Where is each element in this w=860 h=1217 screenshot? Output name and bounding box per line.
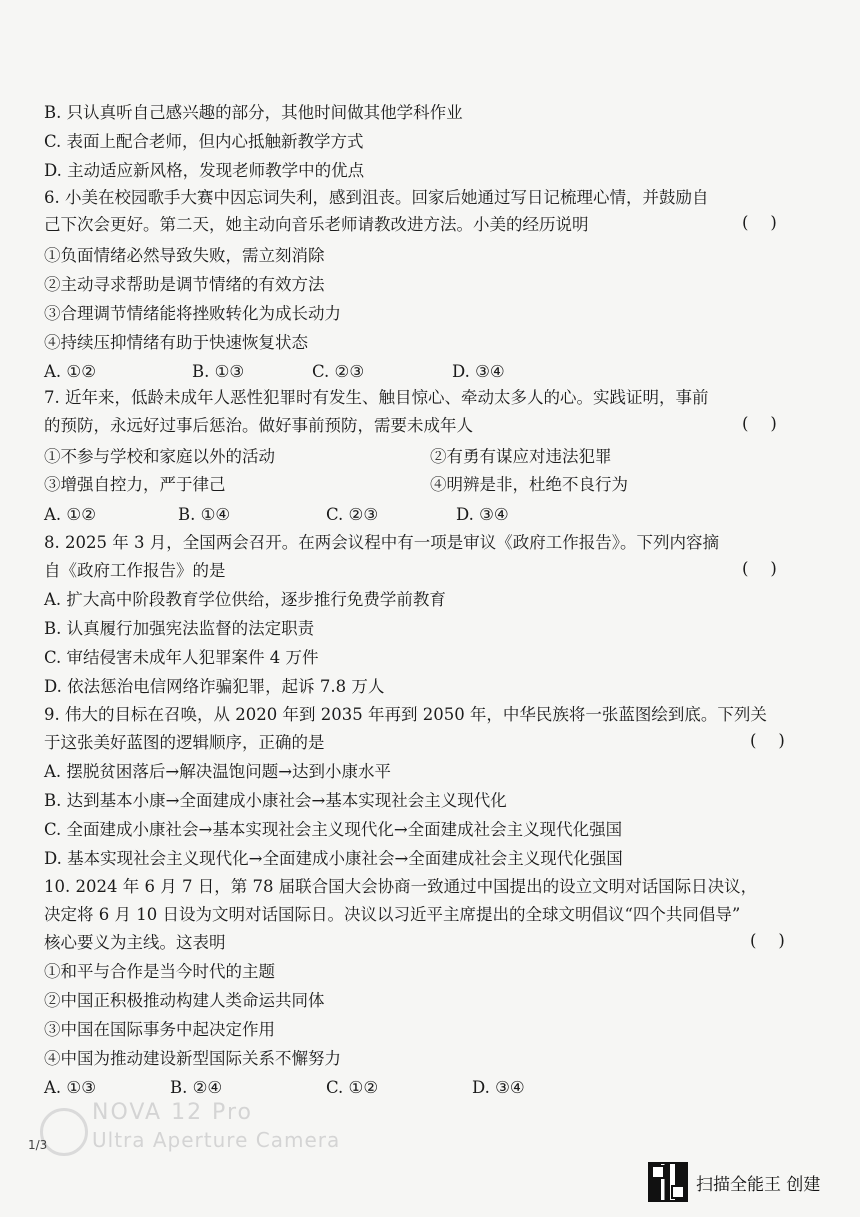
q8-stem-line1: 8. 2025 年 3 月，全国两会召开。在两会议程中有一项是审议《政府工作报告》。下列内容摘 bbox=[44, 533, 719, 552]
q6-statement-1: ①负面情绪必然导致失败，需立刻消除 bbox=[44, 246, 325, 265]
q10-statement-1: ①和平与合作是当今时代的主题 bbox=[44, 962, 275, 981]
q7-option-b: B. ①④ bbox=[178, 505, 231, 524]
q10-statement-4: ④中国为推动建设新型国际关系不懈努力 bbox=[44, 1049, 341, 1068]
q6-option-d: D. ③④ bbox=[452, 362, 505, 381]
q10-stem-line2: 决定将 6 月 10 日设为文明对话国际日。决议以习近平主席提出的全球文明倡议“四个共同倡导” bbox=[44, 905, 741, 924]
q8-stem-line2: 自《政府工作报告》的是 bbox=[44, 561, 226, 580]
q6-stem-line1: 6. 小美在校园歌手大赛中因忘词失利，感到沮丧。回家后她通过写日记梳理心情，并鼓励自 bbox=[44, 188, 709, 207]
q9-stem-line1: 9. 伟大的目标在召唤，从 2020 年到 2035 年再到 2050 年，中华民族将一张蓝图绘到底。下列关 bbox=[44, 705, 767, 724]
q8-option-c: C. 审结侵害未成年人犯罪案件 4 万件 bbox=[44, 648, 319, 667]
q10-statement-2: ②中国正积极推动构建人类命运共同体 bbox=[44, 991, 325, 1010]
q9-option-c: C. 全面建成小康社会→基本实现社会主义现代化→全面建成社会主义现代化强国 bbox=[44, 820, 623, 839]
q9-option-d: D. 基本实现社会主义现代化→全面建成小康社会→全面建成社会主义现代化强国 bbox=[44, 849, 623, 868]
q9-option-a: A. 摆脱贫困落后→解决温饱问题→达到小康水平 bbox=[44, 762, 392, 781]
q5-option-d: D. 主动适应新风格，发现老师教学中的优点 bbox=[44, 161, 365, 180]
q6-stem-line2: 己下次会更好。第二天，她主动向音乐老师请教改进方法。小美的经历说明 bbox=[44, 215, 589, 234]
q6-option-a: A. ①② bbox=[44, 362, 96, 381]
q6-answer-paren: () bbox=[742, 213, 799, 232]
q5-option-c: C. 表面上配合老师，但内心抵触新教学方式 bbox=[44, 132, 364, 151]
page-number: 1/3 bbox=[28, 1138, 48, 1152]
camera-model-text: NOVA 12 Pro bbox=[92, 1100, 253, 1125]
qr-code-icon bbox=[648, 1162, 688, 1202]
q7-statement-4: ④明辨是非，杜绝不良行为 bbox=[430, 475, 628, 494]
q7-statement-1: ①不参与学校和家庭以外的活动 bbox=[44, 447, 275, 466]
q6-statement-2: ②主动寻求帮助是调节情绪的有效方法 bbox=[44, 275, 325, 294]
q7-stem-line2: 的预防，永远好过事后惩治。做好事前预防，需要未成年人 bbox=[44, 416, 473, 435]
camera-watermark bbox=[40, 1100, 360, 1160]
scanner-label: 扫描全能王 创建 bbox=[696, 1174, 821, 1195]
q7-option-c: C. ②③ bbox=[326, 505, 379, 524]
q9-option-b: B. 达到基本小康→全面建成小康社会→基本实现社会主义现代化 bbox=[44, 791, 507, 810]
q8-option-a: A. 扩大高中阶段教育学位供给，逐步推行免费学前教育 bbox=[44, 590, 446, 609]
q7-option-a: A. ①② bbox=[44, 505, 96, 524]
q7-statement-3: ③增强自控力，严于律己 bbox=[44, 475, 226, 494]
q7-statement-2: ②有勇有谋应对违法犯罪 bbox=[430, 447, 612, 466]
q10-option-a: A. ①③ bbox=[44, 1078, 96, 1097]
q6-option-c: C. ②③ bbox=[312, 362, 365, 381]
q5-option-b: B. 只认真听自己感兴趣的部分，其他时间做其他学科作业 bbox=[44, 103, 463, 122]
q6-option-b: B. ①③ bbox=[192, 362, 245, 381]
q6-statement-3: ③合理调节情绪能将挫败转化为成长动力 bbox=[44, 304, 341, 323]
q9-answer-paren: () bbox=[750, 731, 807, 750]
q10-stem-line3: 核心要义为主线。这表明 bbox=[44, 933, 226, 952]
q10-stem-line1: 10. 2024 年 6 月 7 日，第 78 届联合国大会协商一致通过中国提出的设立文明对话国际日决议， bbox=[44, 877, 758, 896]
camera-lens-text: Ultra Aperture Camera bbox=[92, 1128, 341, 1152]
q10-statement-3: ③中国在国际事务中起决定作用 bbox=[44, 1020, 275, 1039]
q10-option-b: B. ②④ bbox=[170, 1078, 223, 1097]
q6-statement-4: ④持续压抑情绪有助于快速恢复状态 bbox=[44, 333, 308, 352]
q8-answer-paren: () bbox=[742, 559, 799, 578]
q7-answer-paren: () bbox=[742, 414, 799, 433]
q7-option-d: D. ③④ bbox=[456, 505, 509, 524]
q10-answer-paren: () bbox=[750, 931, 807, 950]
q8-option-b: B. 认真履行加强宪法监督的法定职责 bbox=[44, 619, 315, 638]
scanner-badge bbox=[648, 1160, 820, 1204]
q9-stem-line2: 于这张美好蓝图的逻辑顺序，正确的是 bbox=[44, 733, 325, 752]
q8-option-d: D. 依法惩治电信网络诈骗犯罪，起诉 7.8 万人 bbox=[44, 677, 385, 696]
q10-option-d: D. ③④ bbox=[472, 1078, 525, 1097]
q10-option-c: C. ①② bbox=[326, 1078, 379, 1097]
q7-stem-line1: 7. 近年来，低龄未成年人恶性犯罪时有发生、触目惊心、牵动太多人的心。实践证明，事前 bbox=[44, 388, 709, 407]
